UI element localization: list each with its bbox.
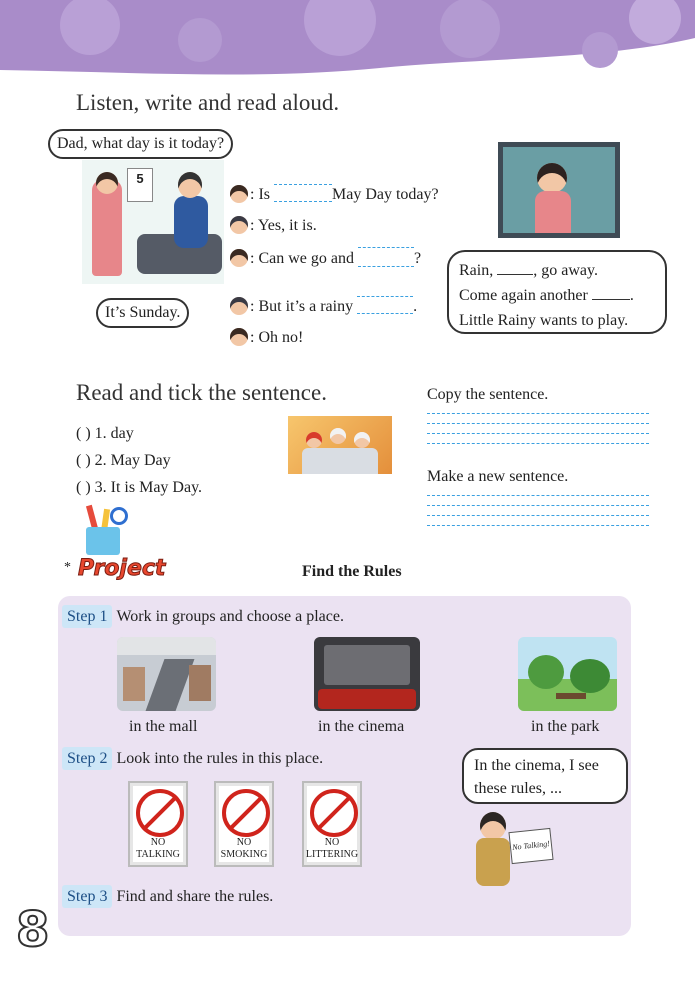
make-label: Make a new sentence.	[427, 468, 569, 485]
poem-blank-1[interactable]	[497, 274, 533, 275]
girl-body	[535, 191, 571, 233]
place-label-park: in the park	[531, 718, 600, 735]
copy-line-1[interactable]	[427, 413, 649, 414]
no-smoking-sign: NO SMOKING	[214, 781, 274, 867]
dad-figure	[174, 196, 208, 248]
tick-item-1[interactable]: ( ) 1. day	[76, 425, 134, 442]
answer-blank-3[interactable]	[357, 296, 413, 314]
optional-star: *	[64, 560, 71, 575]
poem-blank-2[interactable]	[592, 299, 630, 300]
project-title: Find the Rules	[302, 563, 402, 580]
calendar-number: 5	[136, 171, 144, 186]
girl-face-icon	[230, 185, 248, 203]
answer-blank-1[interactable]	[274, 184, 332, 202]
page-number: 8	[16, 902, 50, 958]
no-talking-icon	[136, 789, 184, 837]
girl-face-icon	[230, 249, 248, 267]
no-talking-card: No Talking!	[508, 828, 553, 864]
place-label-mall: in the mall	[129, 718, 198, 735]
calendar-icon	[127, 168, 153, 202]
dialogue-line-3: : Can we go and ?	[230, 247, 421, 268]
step-2	[62, 750, 323, 768]
no-talking-sign: NO TALKING	[128, 781, 188, 867]
copy-line-4[interactable]	[427, 443, 649, 444]
make-line-4[interactable]	[427, 525, 649, 526]
top-banner	[0, 0, 695, 80]
boy-speech-bubble: In the cinema, I see these rules, ...	[462, 748, 628, 804]
mall-picture[interactable]	[117, 637, 216, 711]
no-smoking-icon	[222, 789, 270, 837]
step-1	[62, 608, 344, 626]
dad-face-icon	[230, 216, 248, 234]
dialogue-line-1: : Is May Day today?	[230, 184, 439, 204]
workers-illustration	[288, 416, 392, 474]
step1-tag: Step 1	[62, 605, 112, 628]
listen-heading: Listen, write and read aloud.	[76, 90, 340, 115]
step3-text: Find and share the rules.	[116, 888, 274, 905]
dad-head	[178, 172, 202, 198]
tick-heading: Read and tick the sentence.	[76, 380, 327, 405]
step-3	[62, 888, 273, 906]
family-illustration	[82, 160, 224, 284]
copy-line-2[interactable]	[427, 423, 649, 424]
park-picture[interactable]	[518, 637, 617, 711]
no-littering-sign: NO LITTERING	[302, 781, 362, 867]
place-label-cinema: in the cinema	[318, 718, 405, 735]
project-logo: Project	[78, 556, 166, 581]
dialogue-line-2: : Yes, it is.	[230, 216, 317, 235]
answer-blank-2[interactable]	[358, 247, 414, 267]
dad-face-icon	[230, 297, 248, 315]
step1-text: Work in groups and choose a place.	[116, 608, 344, 625]
pencil-cup-icon	[82, 505, 126, 555]
speech-bubble-dad-question: Dad, what day is it today?	[48, 129, 233, 159]
step2-tag: Step 2	[62, 747, 112, 770]
copy-label: Copy the sentence.	[427, 386, 549, 403]
tick-item-3[interactable]: ( ) 3. It is May Day.	[76, 479, 203, 496]
step3-tag: Step 3	[62, 885, 112, 908]
boy-illustration	[470, 812, 560, 912]
girl-figure	[92, 180, 122, 276]
rain-poem-bubble: Rain, , go away. Come again another . Little Rainy wants to play.	[447, 250, 667, 334]
speech-bubble-sunday: It’s Sunday.	[96, 298, 189, 328]
cinema-picture[interactable]	[314, 637, 420, 711]
girl-at-window	[537, 163, 567, 193]
dialogue-line-5: : Oh no!	[230, 328, 303, 347]
make-line-1[interactable]	[427, 495, 649, 496]
make-line-2[interactable]	[427, 505, 649, 506]
rain-window-illustration	[498, 142, 620, 238]
dialogue-line-4: : But it’s a rainy .	[230, 296, 417, 316]
tick-item-2[interactable]: ( ) 2. May Day	[76, 452, 171, 469]
girl-head	[96, 172, 118, 194]
step2-text: Look into the rules in this place.	[116, 750, 324, 767]
girl-face-icon	[230, 328, 248, 346]
copy-line-3[interactable]	[427, 433, 649, 434]
tick-list	[76, 420, 202, 501]
no-littering-icon	[310, 789, 358, 837]
make-line-3[interactable]	[427, 515, 649, 516]
